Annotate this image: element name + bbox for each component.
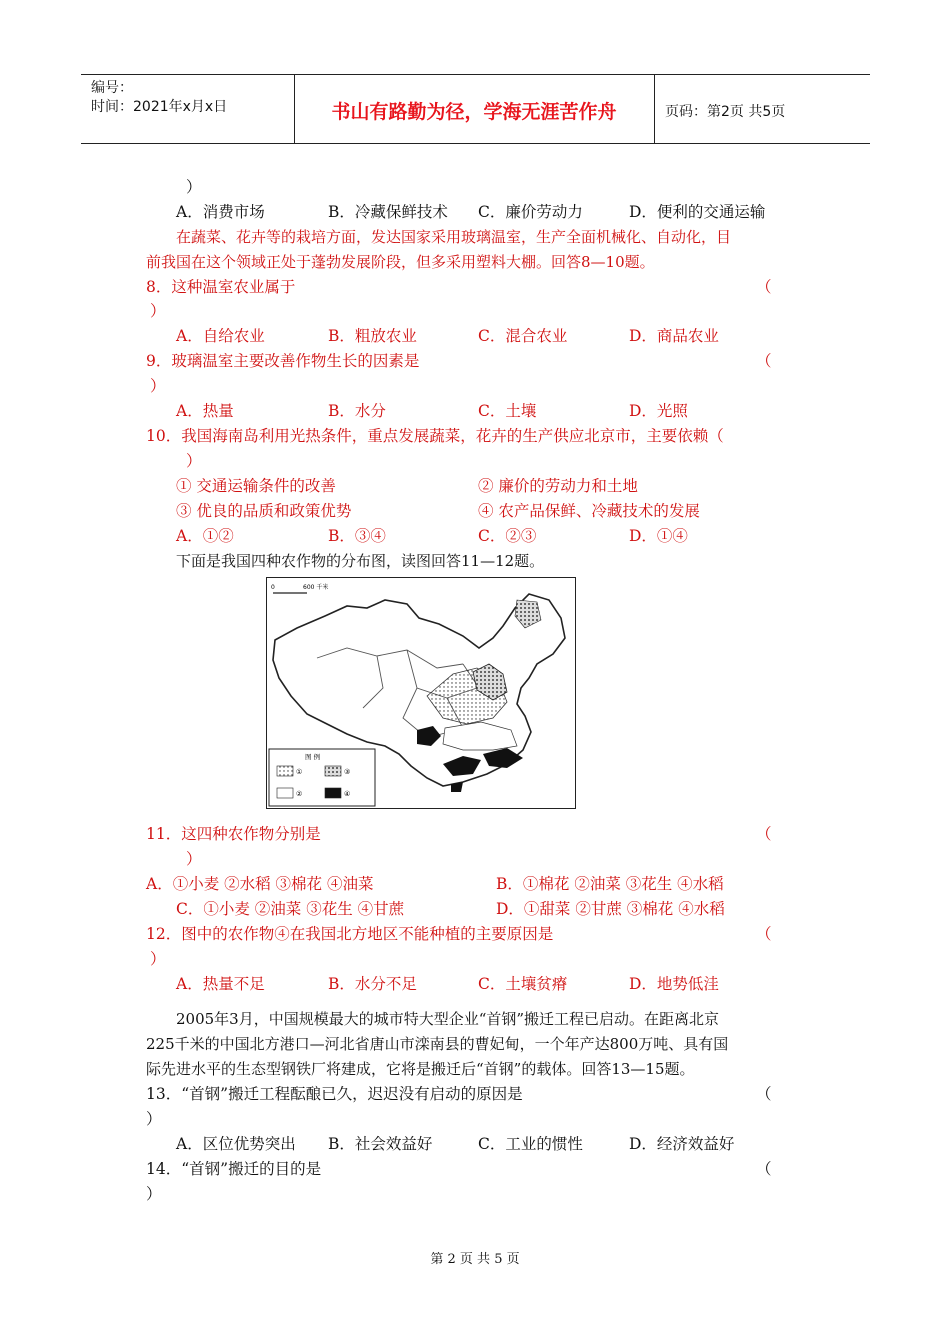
q7-close-paren: ） [186, 178, 202, 196]
legend-swatch-2 [277, 788, 293, 798]
q11-option-c: C．①小麦 ②油菜 ③花生 ④甘蔗 [176, 900, 405, 918]
crop-region-4a [417, 726, 441, 746]
q9-option-a: A．热量 [176, 402, 234, 420]
q13-option-a: A．区位优势突出 [176, 1135, 296, 1153]
page-header [81, 74, 870, 144]
q13-option-b: B．社会效益好 [328, 1135, 433, 1153]
q8-option-c: C．混合农业 [478, 327, 568, 345]
crop-distribution-map [266, 577, 576, 809]
intro-13-15-line2: 225千米的中国北方港口—河北省唐山市滦南县的曹妃甸，一个年产达800万吨、具有国 [146, 1035, 729, 1053]
q9-stem: 9．玻璃温室主要改善作物生长的因素是 [146, 352, 420, 370]
serial-label: 编号： [91, 80, 133, 96]
q11-option-d: D．①甜菜 ②甘蔗 ③棉花 ④水稻 [496, 900, 725, 918]
q11-stem: 11．这四种农作物分别是 [146, 825, 321, 843]
legend-swatch-4 [325, 788, 341, 798]
q13-option-d: D．经济效益好 [629, 1135, 735, 1153]
q10-item-1: ① 交通运输条件的改善 [176, 477, 336, 495]
q8-stem: 8．这种温室农业属于 [146, 278, 296, 296]
q13-stem: 13．“首钢”搬迁工程酝酿已久，迟迟没有启动的原因是 [146, 1085, 523, 1103]
scale-text: 600 千米 [303, 584, 329, 591]
q9-close-paren: ） [150, 377, 166, 395]
legend-label-1: ① [296, 768, 303, 776]
q12-option-c: C．土壤贫瘠 [478, 975, 568, 993]
q8-close-paren: ） [150, 302, 166, 320]
legend-label-4: ④ [344, 790, 351, 798]
q14-close-paren: ） [146, 1185, 162, 1203]
crop-region-4c [483, 748, 523, 768]
header-motto: 书山有路勤为径，学海无涯苦作舟 [331, 101, 617, 123]
header-page-label: 页码：第2页 共5页 [665, 104, 786, 120]
q13-option-c: C．工业的惯性 [478, 1135, 583, 1153]
header-divider [654, 75, 655, 143]
crop-region-4b [443, 756, 481, 776]
map-graphic [267, 578, 575, 808]
q7-option-a: A．消费市场 [176, 203, 265, 221]
intro-13-15-line3: 际先进水平的生态型钢铁厂将建成，它将是搬迁后“首钢”的载体。回答13—15题。 [146, 1060, 695, 1078]
map-intro: 下面是我国四种农作物的分布图，读图回答11—12题。 [176, 552, 545, 570]
q10-option-a: A．①② [176, 527, 234, 545]
q7-option-d: D．便利的交通运输 [629, 203, 766, 221]
q10-option-c: C．②③ [478, 527, 537, 545]
q10-option-d: D．①④ [629, 527, 688, 545]
q13-close-paren: ） [146, 1110, 162, 1128]
q10-item-2: ② 廉价的劳动力和土地 [478, 477, 638, 495]
q14-open-paren: （ [756, 1160, 772, 1178]
page-footer: 第 2 页 共 5 页 [430, 1252, 520, 1267]
q9-option-d: D．光照 [629, 402, 688, 420]
q10-item-3: ③ 优良的品质和政策优势 [176, 502, 352, 520]
q9-option-c: C．土壤 [478, 402, 537, 420]
q14-stem: 14．“首钢”搬迁的目的是 [146, 1160, 322, 1178]
legend-label-2: ② [296, 790, 303, 798]
q11-option-b: B．①棉花 ②油菜 ③花生 ④水稻 [496, 875, 724, 893]
q10-close-paren: ） [186, 452, 202, 470]
q9-option-b: B．水分 [328, 402, 386, 420]
time-label: 时间：2021年x月x日 [91, 99, 228, 115]
q11-close-paren: ） [186, 850, 202, 868]
scale-zero: 0 [271, 584, 275, 591]
q8-open-paren: （ [756, 278, 772, 296]
q10-item-4: ④ 农产品保鲜、冷藏技术的发展 [478, 502, 700, 520]
q12-close-paren: ） [150, 950, 166, 968]
legend-swatch-1 [277, 766, 293, 776]
q12-stem: 12．图中的农作物④在我国北方地区不能种植的主要原因是 [146, 925, 554, 943]
q8-option-a: A．自给农业 [176, 327, 265, 345]
q8-option-b: B．粗放农业 [328, 327, 417, 345]
intro-8-10-line2: 前我国在这个领域正处于蓬勃发展阶段，但多采用塑料大棚。回答8—10题。 [146, 253, 655, 271]
q10-stem: 10．我国海南岛利用光热条件，重点发展蔬菜，花卉的生产供应北京市，主要依赖（ [146, 427, 724, 445]
header-meta [91, 79, 227, 117]
q12-option-a: A．热量不足 [176, 975, 265, 993]
q12-option-d: D．地势低洼 [629, 975, 719, 993]
q7-option-b: B．冷藏保鲜技术 [328, 203, 448, 221]
legend-swatch-3 [325, 766, 341, 776]
q12-open-paren: （ [756, 925, 772, 943]
q12-option-b: B．水分不足 [328, 975, 417, 993]
intro-8-10-line1: 在蔬菜、花卉等的栽培方面，发达国家采用玻璃温室，生产全面机械化、自动化，目 [176, 228, 732, 246]
q10-option-b: B．③④ [328, 527, 386, 545]
q9-open-paren: （ [756, 352, 772, 370]
q8-option-d: D．商品农业 [629, 327, 719, 345]
q11-open-paren: （ [756, 825, 772, 843]
q11-option-a: A．①小麦 ②水稻 ③棉花 ④油菜 [146, 875, 374, 893]
crop-region-3b [515, 600, 541, 628]
legend-title: 图 例 [305, 753, 321, 761]
intro-13-15-line1: 2005年3月，中国规模最大的城市特大型企业“首钢”搬迁工程已启动。在距离北京 [176, 1010, 720, 1028]
legend-label-3: ③ [344, 768, 351, 776]
crop-region-2 [443, 722, 517, 750]
q13-open-paren: （ [756, 1085, 772, 1103]
q7-option-c: C．廉价劳动力 [478, 203, 583, 221]
